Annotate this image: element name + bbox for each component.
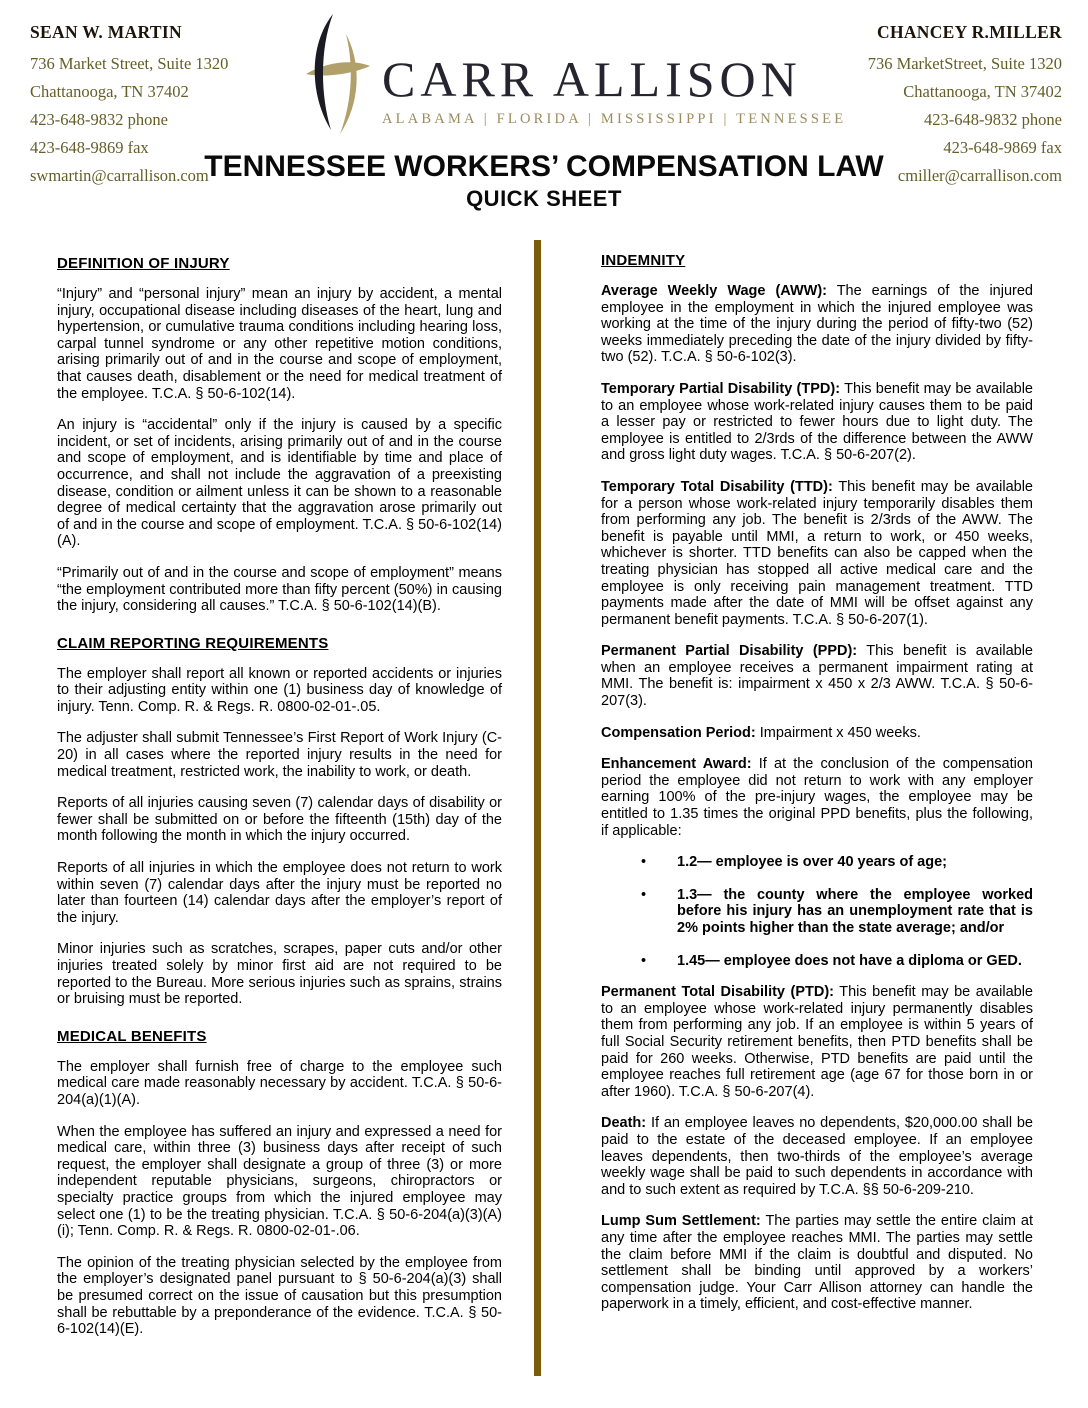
contact-line: 736 Market Street, Suite 1320 — [30, 54, 229, 73]
term-label: Temporary Partial Disability (TPD): — [601, 380, 841, 397]
term-paragraph — [601, 643, 1033, 709]
term-paragraph — [601, 283, 1033, 366]
section-heading: MEDICAL BENEFITS — [57, 1027, 207, 1045]
bullet-list — [601, 854, 1033, 969]
contact-line: cmiller@carrallison.com — [897, 166, 1062, 185]
term-text: This benefit may be available to an employee whose work-related injury causes them to be paid a lesser pay or restricted to fewer hours due to light duty. The employee is entitled to 2/3rds of the difference between the AWW and gross light duty wages. T.C.A. § 50-6-207(2). — [601, 380, 1033, 464]
left-column — [57, 255, 502, 1353]
bullet-item — [601, 854, 1033, 871]
contact-line: 736 MarketStreet, Suite 1320 — [867, 54, 1062, 73]
section-heading: DEFINITION OF INJURY — [57, 255, 230, 272]
right-column — [601, 252, 1033, 1328]
contact-line: 423-648-9832 phone — [30, 110, 168, 129]
bullet-item — [601, 887, 1033, 937]
paragraph: The employer shall furnish free of charge to the employee such medical care made reasonably necessary by accident. T.C.A. § 50-6-204(a)(1)(A). — [57, 1058, 502, 1108]
paragraph: The employer shall report all known or reported accidents or injuries to their adjusting entity within one (1) business day of knowledge of injury. Tenn. Comp. R. & Regs. R. 0800-02-01-.05. — [57, 665, 502, 715]
term-text: This benefit is available when an employee receives a permanent impairment rating at MMI. The benefit is: impairment x 450 x 2/3 AWW. T.C.A. § 50-6-207(3). — [601, 643, 1033, 710]
contact-line: swmartin@carrallison.com — [30, 166, 209, 185]
contact-line: Chattanooga, TN 37402 — [30, 82, 189, 101]
term-label: Death: — [601, 1115, 647, 1132]
contact-line: Chattanooga, TN 37402 — [903, 82, 1062, 101]
section-heading: INDEMNITY — [601, 252, 686, 269]
bullet-item — [601, 953, 1033, 970]
paragraph: The opinion of the treating physician selected by the employee from the employer’s designated panel pursuant to § 50-6-204(a)(3) shall be presumed correct on the issue of causation but this presumption shall be rebuttable by a preponderance of the evidence. T.C.A. § 50-6-102(14)(E). — [57, 1254, 502, 1338]
section-heading: CLAIM REPORTING REQUIREMENTS — [57, 634, 329, 652]
paragraph: Reports of all injuries causing seven (7) calendar days of disability or fewer shall be submitted on or before the fifteenth (15th) day of the month following the month in which the injury occurred. — [57, 795, 502, 845]
term-text: The parties may settle the entire claim at any time after the employee reaches MMI. The parties may settle the claim before MMI if the claim is doubtful and disputed. No settlement shall be binding until approved by a workers’ compensation judge. Your Carr Allison attorney can handle the paperwork in a timely, efficient, and cost-effective manner. — [601, 1213, 1033, 1313]
term-label: Permanent Total Disability (PTD): — [601, 984, 834, 1001]
term-text: This benefit may be available to an employee whose work-related injury permanently disables them from performing any job. If an employee is within 5 years of full Social Security retirement benefits, then PTD benefits shall be paid for 260 weeks. Otherwise, PTD benefits are paid until the employee reaches full retirement age (age 67 for those born in or after 1960). T.C.A. § 50-6-207(4). — [601, 984, 1033, 1100]
logo-firm-name: CARR ALLISON — [382, 51, 802, 107]
term-text: If an employee leaves no dependents, $20,000.00 shall be paid to the estate of the deceased employee. If an employee leaves dependents, then two-thirds of the employee’s average weekly wage shall be paid to such dependents in accordance with and to such extent as required by T.C.A. §§ 50-6-209-210. — [601, 1115, 1033, 1198]
term-paragraph — [601, 725, 1033, 742]
term-paragraph — [601, 381, 1033, 464]
column-divider — [534, 240, 541, 1376]
paragraph: Minor injuries such as scratches, scrapes, paper cuts and/or other injuries treated solely by minor first aid are not required to be reported to the Bureau. More serious injuries such as sprains, strains or bruising must be reported. — [57, 941, 502, 1008]
term-label: Average Weekly Wage (AWW): — [601, 283, 827, 299]
bullet-icon: • — [641, 952, 647, 969]
paragraph: “Primarily out of and in the course and scope of employment” means “the employment contributed more than fifty percent (50%) in causing the injury, considering all causes.” T.C.A. § 50-6-102(14)(B). — [57, 564, 502, 615]
bullet-text: 1.2— employee is over 40 years of age; — [677, 854, 947, 871]
paragraph: The adjuster shall submit Tennessee’s First Report of Work Injury (C-20) in all cases where the reported injury results in the need for medical treatment, restricted work, the inability to work, or death. — [57, 730, 502, 780]
attorney-left-name: SEAN W. MARTIN — [30, 22, 182, 42]
term-text: The earnings of the injured employee in the employment in which the injured employee was working at the time of the injury during the period of fifty-two (52) weeks immediately preceding the date of the injury divided by fifty-two (52). T.C.A. § 50-6-102(3). — [601, 283, 1033, 366]
logo-states-line: ALABAMA | FLORIDA | MISSISSIPPI | TENNESSEE — [382, 111, 847, 127]
term-label: Compensation Period: — [601, 724, 756, 741]
contact-line: 423-648-9869 fax — [30, 138, 149, 157]
term-text: Impairment x 450 weeks. — [759, 724, 921, 741]
bullet-icon: • — [641, 886, 647, 903]
bullet-text: 1.45— employee does not have a diploma or GED. — [677, 952, 1022, 969]
term-paragraph — [601, 1115, 1033, 1198]
term-text: If at the conclusion of the compensation period the employee did not return to work with any employer earning 100% of the pre-injury wages, the employee may be entitled to 1.35 times the original PPD benefits, plus the following, if applicable: — [601, 756, 1033, 839]
term-paragraph — [601, 984, 1033, 1100]
paragraph: An injury is “accidental” only if the injury is caused by a specific incident, or set of incidents, arising primarily out of and in the course and scope of employment, and is identifiable by time and place of occurrence, and shall not include the aggravation of a preexisting disease, condition or ailment unless it can be shown to a reasonable degree of medical certainty that the aggravation arose primarily out of and in the course and scope of employment. T.C.A. § 50-6-102(14)(A). — [57, 417, 502, 550]
carr-allison-logo-mark-icon — [300, 12, 372, 134]
carr-allison-logo — [300, 12, 846, 134]
page-subtitle: QUICK SHEET — [466, 186, 622, 211]
paragraph: “Injury” and “personal injury” mean an injury by accident, a mental injury, occupational disease including diseases of the heart, lung and hypertension, or cumulative trauma conditions including hearing loss, carpal tunnel syndrome or any other repetitive motion conditions, arising primarily out of and in the course and scope of employment, that causes death, disablement or the need for medical treatment of the employee. T.C.A. § 50-6-102(14). — [57, 286, 502, 402]
term-paragraph — [601, 479, 1033, 628]
term-label: Temporary Total Disability (TTD): — [601, 478, 833, 495]
term-label: Enhancement Award: — [601, 756, 752, 773]
term-paragraph — [601, 756, 1033, 839]
term-paragraph — [601, 1213, 1033, 1313]
term-text: This benefit may be available for a person whose work-related injury temporarily disables them from performing any job. The benefit is 2/3rds of the AWW. The benefit is payable until MMI, a return to work, or 450 weeks, whichever is shorter. TTD benefits can also be capped when the treating physician has stopped all active medical care and the employee is only receiving pain management treatment. TTD payments made after the date of MMI will be offset against any permanent benefit payments. T.C.A. § 50-6-207(1). — [601, 478, 1033, 628]
term-label: Lump Sum Settlement: — [601, 1213, 761, 1230]
page-title: TENNESSEE WORKERS’ COMPENSATION LAW — [204, 150, 884, 183]
term-label: Permanent Partial Disability (PPD): — [601, 643, 858, 660]
bullet-text: 1.3— the county where the employee worked before his injury has an unemployment rate that is 2% points higher than the state average; and/or — [677, 886, 1033, 936]
bullet-icon: • — [641, 854, 647, 871]
logo-text-block — [382, 51, 847, 128]
paragraph: When the employee has suffered an injury and expressed a need for medical care, within three (3) business days after receipt of such request, the employer shall designate a group of three (3) or more independent reputable physicians, surgeons, chiropractors or specialty practice groups from which the injured employee may select one (1) to be the treating physician. T.C.A. § 50-6-204(a)(3)(A)(i); Tenn. Comp. R. & Regs. R. 0800-02-01-.06. — [57, 1123, 502, 1240]
contact-line: 423-648-9832 phone — [924, 110, 1062, 129]
contact-line: 423-648-9869 fax — [943, 138, 1062, 157]
attorney-right-name: CHANCEY R.MILLER — [877, 22, 1062, 42]
paragraph: Reports of all injuries in which the employee does not return to work within seven (7) calendar days after the injury must be reported no later than fourteen (14) calendar days after the employer’s report of the injury. — [57, 860, 502, 926]
